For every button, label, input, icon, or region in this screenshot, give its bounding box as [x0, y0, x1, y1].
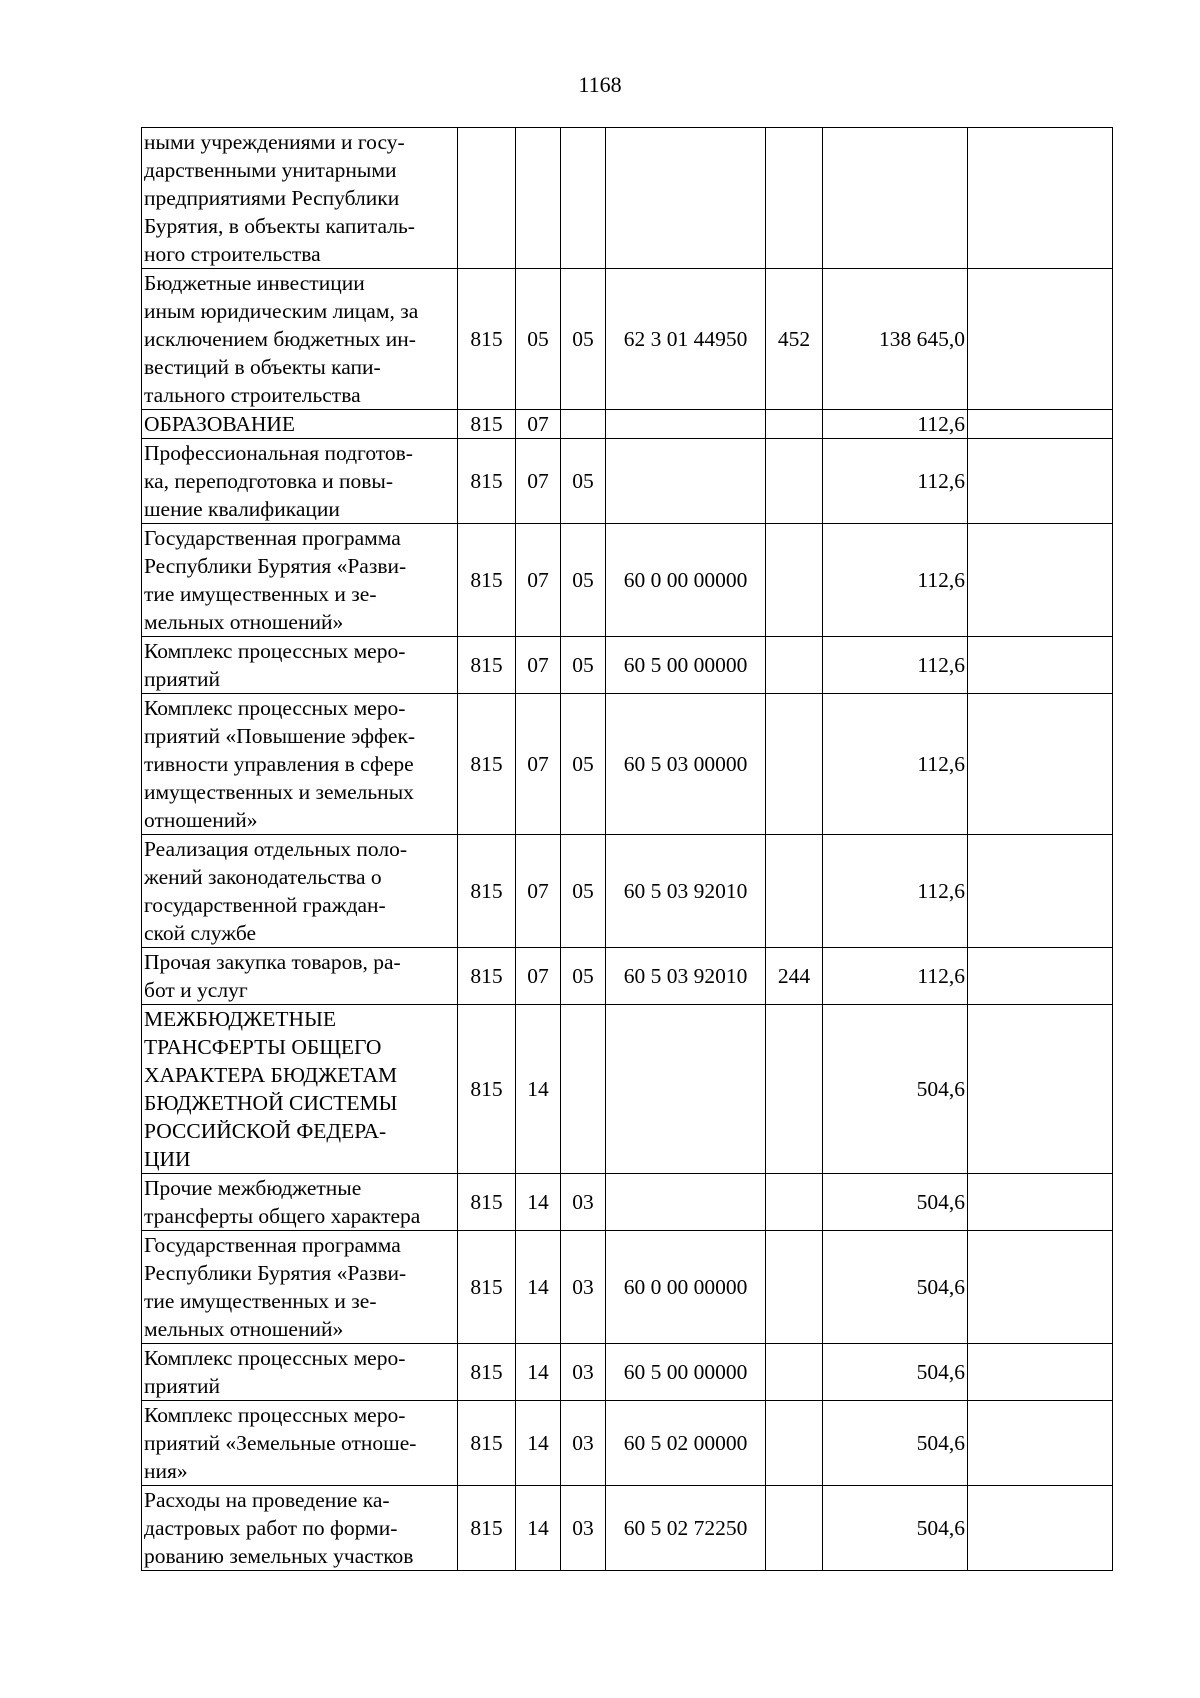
- item-name-line: исключением бюджетных ин-: [144, 327, 416, 351]
- grbs-code-cell: 815: [458, 1231, 516, 1344]
- expense-type-cell: [766, 524, 823, 637]
- extra-column-cell: [968, 1174, 1113, 1231]
- extra-column-cell: [968, 835, 1113, 948]
- item-name-line: Прочая закупка товаров, ра-: [144, 950, 401, 974]
- page-number: 1168: [578, 72, 622, 97]
- target-article-cell: [606, 1005, 766, 1174]
- extra-column-cell: [968, 1005, 1113, 1174]
- item-name-cell: [142, 1401, 458, 1486]
- subsection-code-cell: 03: [561, 1486, 606, 1571]
- subsection-code-cell: [561, 410, 606, 439]
- item-name-line: отношений»: [144, 808, 258, 832]
- item-name-cell: [142, 269, 458, 410]
- amount-cell: 112,6: [823, 835, 968, 948]
- section-code-cell: 14: [516, 1231, 561, 1344]
- expense-type-cell: [766, 1231, 823, 1344]
- amount-cell: 504,6: [823, 1005, 968, 1174]
- grbs-code-cell: 815: [458, 694, 516, 835]
- amount-cell: 112,6: [823, 637, 968, 694]
- item-name-line: тивности управления в сфере: [144, 752, 414, 776]
- grbs-code-cell: 815: [458, 835, 516, 948]
- item-name-cell: [142, 1005, 458, 1174]
- budget-table: [141, 127, 1113, 1571]
- item-name-line: трансферты общего характера: [144, 1204, 421, 1228]
- amount-cell: 504,6: [823, 1344, 968, 1401]
- subsection-code-cell: 05: [561, 524, 606, 637]
- item-name-line: тие имущественных и зе-: [144, 582, 377, 606]
- item-name-line: ОБРАЗОВАНИЕ: [144, 412, 296, 436]
- grbs-code-cell: 815: [458, 1005, 516, 1174]
- table-row: [142, 1005, 1113, 1174]
- item-name-cell: [142, 128, 458, 269]
- amount-cell: 138 645,0: [823, 269, 968, 410]
- extra-column-cell: [968, 694, 1113, 835]
- target-article-cell: 60 5 02 72250: [606, 1486, 766, 1571]
- item-name-line: Комплекс процессных меро-: [144, 1403, 406, 1427]
- item-name-cell: [142, 694, 458, 835]
- extra-column-cell: [968, 637, 1113, 694]
- item-name-line: Бюджетные инвестиции: [144, 271, 365, 295]
- item-name-line: жений законодательства о: [144, 865, 382, 889]
- item-name-cell: [142, 1231, 458, 1344]
- extra-column-cell: [968, 1486, 1113, 1571]
- item-name-cell: [142, 835, 458, 948]
- subsection-code-cell: 05: [561, 637, 606, 694]
- item-name-line: Прочие межбюджетные: [144, 1176, 362, 1200]
- budget-table-body: [142, 128, 1113, 1571]
- target-article-cell: 62 3 01 44950: [606, 269, 766, 410]
- subsection-code-cell: 05: [561, 439, 606, 524]
- table-row: [142, 410, 1113, 439]
- extra-column-cell: [968, 1231, 1113, 1344]
- target-article-cell: 60 0 00 00000: [606, 524, 766, 637]
- grbs-code-cell: 815: [458, 524, 516, 637]
- item-name-line: МЕЖБЮДЖЕТНЫЕ: [144, 1007, 336, 1031]
- item-name-line: ного строительства: [144, 242, 321, 266]
- expense-type-cell: [766, 637, 823, 694]
- subsection-code-cell: 03: [561, 1401, 606, 1486]
- section-code-cell: 07: [516, 694, 561, 835]
- item-name-line: вестиций в объекты капи-: [144, 355, 381, 379]
- target-article-cell: 60 5 00 00000: [606, 637, 766, 694]
- table-row: [142, 1231, 1113, 1344]
- grbs-code-cell: 815: [458, 269, 516, 410]
- grbs-code-cell: [458, 128, 516, 269]
- target-article-cell: 60 0 00 00000: [606, 1231, 766, 1344]
- item-name-cell: [142, 410, 458, 439]
- item-name-line: Комплекс процессных меро-: [144, 1346, 406, 1370]
- grbs-code-cell: 815: [458, 1486, 516, 1571]
- item-name-line: БЮДЖЕТНОЙ СИСТЕМЫ: [144, 1091, 398, 1115]
- extra-column-cell: [968, 128, 1113, 269]
- grbs-code-cell: 815: [458, 1344, 516, 1401]
- item-name-line: шение квалификации: [144, 497, 340, 521]
- grbs-code-cell: 815: [458, 1401, 516, 1486]
- item-name-line: ка, переподготовка и повы-: [144, 469, 394, 493]
- table-row: [142, 637, 1113, 694]
- subsection-code-cell: [561, 1005, 606, 1174]
- item-name-cell: [142, 948, 458, 1005]
- item-name-line: Комплекс процессных меро-: [144, 696, 406, 720]
- item-name-line: Комплекс процессных меро-: [144, 639, 406, 663]
- subsection-code-cell: 05: [561, 948, 606, 1005]
- target-article-cell: 60 5 03 92010: [606, 835, 766, 948]
- item-name-line: тального строительства: [144, 383, 361, 407]
- subsection-code-cell: 03: [561, 1344, 606, 1401]
- amount-cell: 112,6: [823, 948, 968, 1005]
- item-name-line: тие имущественных и зе-: [144, 1289, 377, 1313]
- target-article-cell: 60 5 00 00000: [606, 1344, 766, 1401]
- amount-cell: 504,6: [823, 1401, 968, 1486]
- subsection-code-cell: 05: [561, 694, 606, 835]
- item-name-line: иным юридическим лицам, за: [144, 299, 419, 323]
- item-name-line: Реализация отдельных поло-: [144, 837, 408, 861]
- section-code-cell: 07: [516, 948, 561, 1005]
- target-article-cell: 60 5 03 00000: [606, 694, 766, 835]
- grbs-code-cell: 815: [458, 1174, 516, 1231]
- item-name-line: Профессиональная подготов-: [144, 441, 413, 465]
- item-name-line: Бурятия, в объекты капиталь-: [144, 214, 415, 238]
- item-name-line: ния»: [144, 1459, 188, 1483]
- item-name-line: Расходы на проведение ка-: [144, 1488, 390, 1512]
- amount-cell: 112,6: [823, 439, 968, 524]
- item-name-line: Государственная программа: [144, 1233, 401, 1257]
- extra-column-cell: [968, 410, 1113, 439]
- item-name-line: Государственная программа: [144, 526, 401, 550]
- section-code-cell: 07: [516, 835, 561, 948]
- table-row: [142, 948, 1113, 1005]
- expense-type-cell: [766, 439, 823, 524]
- extra-column-cell: [968, 524, 1113, 637]
- item-name-line: бот и услуг: [144, 978, 248, 1002]
- item-name-line: ными учреждениями и госу-: [144, 130, 405, 154]
- expense-type-cell: [766, 410, 823, 439]
- item-name-line: ХАРАКТЕРА БЮДЖЕТАМ: [144, 1063, 398, 1087]
- item-name-line: мельных отношений»: [144, 1317, 344, 1341]
- expense-type-cell: 452: [766, 269, 823, 410]
- section-code-cell: 14: [516, 1174, 561, 1231]
- item-name-line: мельных отношений»: [144, 610, 344, 634]
- item-name-line: Республики Бурятия «Разви-: [144, 554, 407, 578]
- amount-cell: 112,6: [823, 694, 968, 835]
- extra-column-cell: [968, 1401, 1113, 1486]
- table-row: [142, 524, 1113, 637]
- amount-cell: 112,6: [823, 410, 968, 439]
- extra-column-cell: [968, 948, 1113, 1005]
- expense-type-cell: [766, 1486, 823, 1571]
- item-name-line: дарственными унитарными: [144, 158, 397, 182]
- target-article-cell: [606, 128, 766, 269]
- target-article-cell: [606, 439, 766, 524]
- table-row: [142, 1401, 1113, 1486]
- item-name-line: приятий: [144, 1374, 221, 1398]
- table-row: [142, 1486, 1113, 1571]
- item-name-cell: [142, 637, 458, 694]
- expense-type-cell: [766, 1005, 823, 1174]
- item-name-cell: [142, 1174, 458, 1231]
- item-name-line: приятий: [144, 667, 221, 691]
- amount-cell: 504,6: [823, 1231, 968, 1344]
- section-code-cell: 14: [516, 1486, 561, 1571]
- section-code-cell: [516, 128, 561, 269]
- expense-type-cell: 244: [766, 948, 823, 1005]
- grbs-code-cell: 815: [458, 637, 516, 694]
- amount-cell: [823, 128, 968, 269]
- item-name-line: приятий «Земельные отноше-: [144, 1431, 417, 1455]
- section-code-cell: 14: [516, 1005, 561, 1174]
- expense-type-cell: [766, 1401, 823, 1486]
- target-article-cell: 60 5 03 92010: [606, 948, 766, 1005]
- subsection-code-cell: 03: [561, 1174, 606, 1231]
- section-code-cell: 14: [516, 1344, 561, 1401]
- target-article-cell: [606, 410, 766, 439]
- extra-column-cell: [968, 1344, 1113, 1401]
- section-code-cell: 07: [516, 524, 561, 637]
- amount-cell: 504,6: [823, 1486, 968, 1571]
- expense-type-cell: [766, 128, 823, 269]
- table-row: [142, 128, 1113, 269]
- extra-column-cell: [968, 269, 1113, 410]
- expense-type-cell: [766, 1174, 823, 1231]
- subsection-code-cell: 05: [561, 269, 606, 410]
- expense-type-cell: [766, 694, 823, 835]
- table-row: [142, 1174, 1113, 1231]
- subsection-code-cell: 05: [561, 835, 606, 948]
- item-name-line: государственной граждан-: [144, 893, 386, 917]
- section-code-cell: 14: [516, 1401, 561, 1486]
- item-name-cell: [142, 1344, 458, 1401]
- table-row: [142, 1344, 1113, 1401]
- item-name-cell: [142, 439, 458, 524]
- grbs-code-cell: 815: [458, 410, 516, 439]
- expense-type-cell: [766, 1344, 823, 1401]
- item-name-line: ской службе: [144, 921, 257, 945]
- section-code-cell: 07: [516, 637, 561, 694]
- section-code-cell: 07: [516, 410, 561, 439]
- item-name-line: предприятиями Республики: [144, 186, 400, 210]
- item-name-line: имущественных и земельных: [144, 780, 414, 804]
- table-row: [142, 694, 1113, 835]
- item-name-line: ЦИИ: [144, 1147, 191, 1171]
- item-name-line: приятий «Повышение эффек-: [144, 724, 416, 748]
- amount-cell: 112,6: [823, 524, 968, 637]
- item-name-line: Республики Бурятия «Разви-: [144, 1261, 407, 1285]
- table-row: [142, 269, 1113, 410]
- table-row: [142, 835, 1113, 948]
- subsection-code-cell: 03: [561, 1231, 606, 1344]
- item-name-line: дастровых работ по форми-: [144, 1516, 398, 1540]
- item-name-cell: [142, 1486, 458, 1571]
- target-article-cell: [606, 1174, 766, 1231]
- section-code-cell: 05: [516, 269, 561, 410]
- item-name-cell: [142, 524, 458, 637]
- table-row: [142, 439, 1113, 524]
- item-name-line: ТРАНСФЕРТЫ ОБЩЕГО: [144, 1035, 382, 1059]
- extra-column-cell: [968, 439, 1113, 524]
- amount-cell: 504,6: [823, 1174, 968, 1231]
- item-name-line: рованию земельных участков: [144, 1544, 414, 1568]
- grbs-code-cell: 815: [458, 439, 516, 524]
- section-code-cell: 07: [516, 439, 561, 524]
- target-article-cell: 60 5 02 00000: [606, 1401, 766, 1486]
- expense-type-cell: [766, 835, 823, 948]
- grbs-code-cell: 815: [458, 948, 516, 1005]
- item-name-line: РОССИЙСКОЙ ФЕДЕРА-: [144, 1119, 387, 1143]
- subsection-code-cell: [561, 128, 606, 269]
